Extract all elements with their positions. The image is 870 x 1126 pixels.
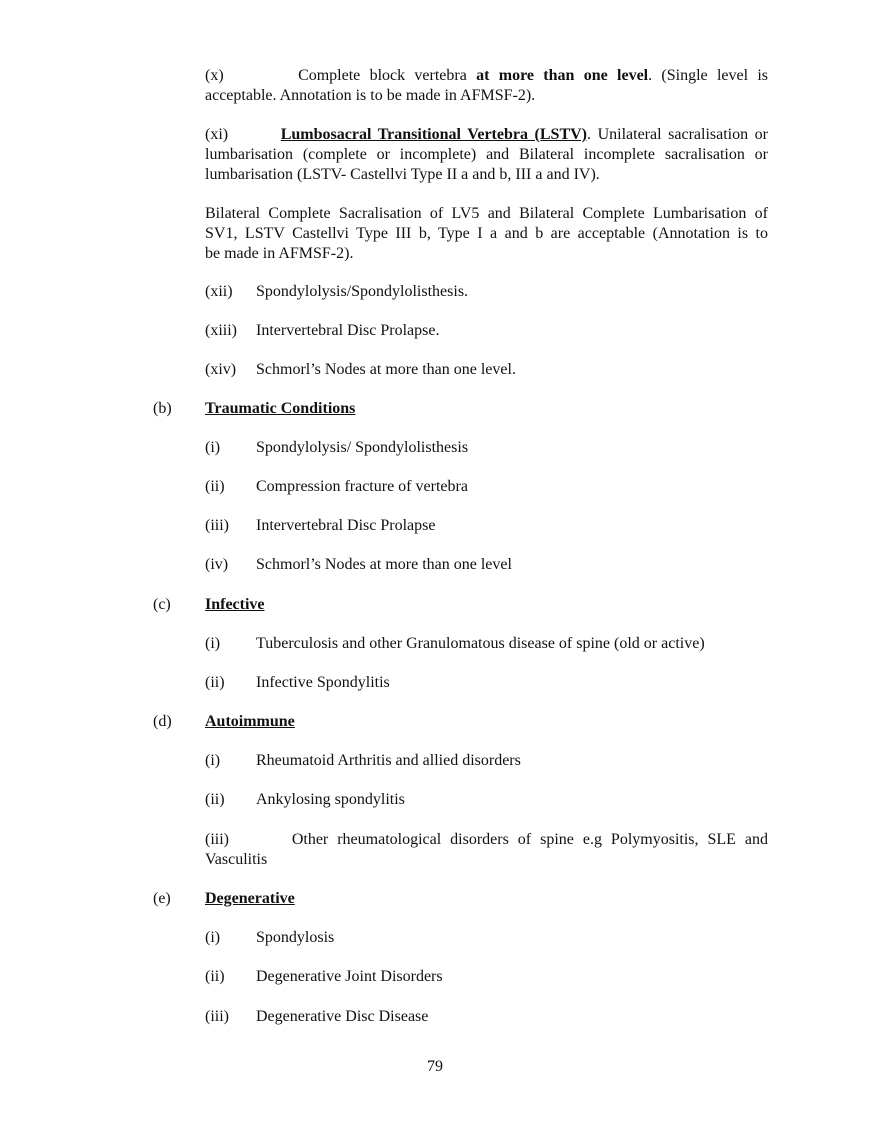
document-page: (x) Complete block vertebra at more than one level. (Single level is acceptable. Annotation is to be made in AFMSF-2). (xi) Lumbosacral Transitional Vertebra (LSTV). Unilateral sacralisation or lumbarisation (complete or incomplete) and Bilateral incomplete sacralisation or lumbarisation (LSTV- Castellvi Type II a and b, III a and IV). Bilateral Complete Sacralisation of LV5 and Bilateral Complete Lumbarisation of SV1, LSTV Castellvi Type III b, Type I a and b are acceptable (Annotation is to be made in AFMSF-2). (xii) Spondylolysis/Spondylolisthesis. (xiii) Intervertebral Disc Prolapse. (xiv) Schmorl’s Nodes at more than one level. (b) Traumatic Conditions (i) Spondylolysis/ Spondylolisthesis (ii) Compression fracture of vertebra (iii) Intervertebral Disc Prolapse (iv) Schmorl’s Nodes at more than one level (c) Infective (i) Tuberculosis and other Granulomatous disease of spine (old or active) (ii) Infective Spondylitis (d) Autoimmune (i) Rheumatoid Arthritis and allied disorders (ii) Ankylosing spondylitis (iii) Other rheumatological disorders of spine e.g Polymyositis, SLE and Vasculitis (e) Degenerative (i) Spondylosis (ii) Degenerative Joint Disorders (iii) Degenerative Disc Disease 79 bbox=[0, 0, 870, 1126]
item-xi-heading: Lumbosacral Transitional Vertebra (LSTV) bbox=[280, 126, 588, 143]
item-x-line1: (x) Complete block vertebra at more than one level. (Single level is bbox=[205, 67, 769, 84]
item-x bbox=[205, 66, 768, 106]
item-xi-line3: lumbarisation (LSTV- Castellvi Type II a and b, III a and IV). bbox=[205, 166, 600, 183]
list-item: (iii) Other rheumatological disorders of spine e.g Polymyositis, SLE and Vasculitis bbox=[205, 831, 769, 868]
item-xi-line2: lumbarisation (complete or incomplete) and Bilateral incomplete sacralisation or bbox=[205, 146, 768, 163]
item-x-bold-phrase: at more than one level bbox=[476, 67, 649, 84]
item-xi-number: (xi) bbox=[205, 126, 229, 143]
item-xi-line1: (xi) Lumbosacral Transitional Vertebra (LSTV). Unilateral sacralisation or bbox=[205, 126, 769, 143]
item-xi bbox=[205, 125, 768, 185]
item-x-line2: acceptable. Annotation is to be made in AFMSF-2). bbox=[205, 87, 536, 104]
item-x-number: (x) bbox=[205, 67, 224, 84]
page-number: 79 bbox=[427, 1058, 443, 1075]
bilateral-paragraph: Bilateral Complete Sacralisation of LV5 and Bilateral Complete Lumbarisation of SV1, LSTV Castellvi Type III b, Type I a and b are acceptable (Annotation is to be made in AFMSF-2). bbox=[205, 205, 768, 262]
